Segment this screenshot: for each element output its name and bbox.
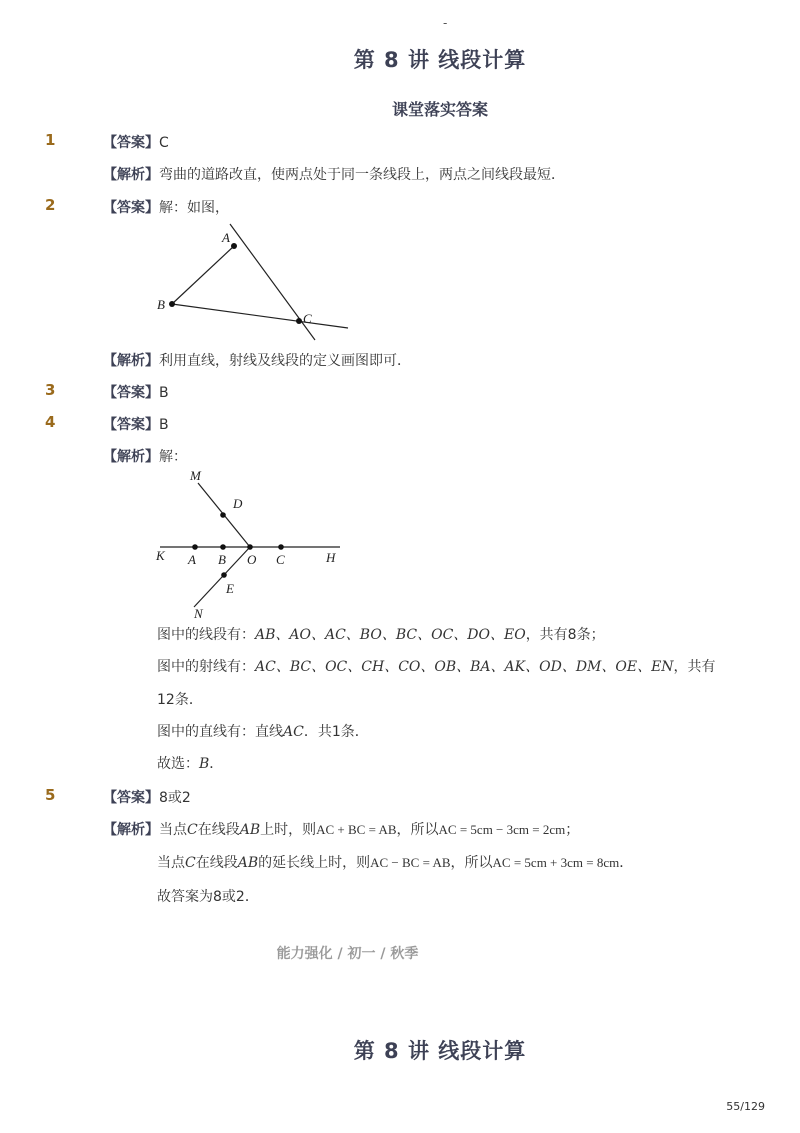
analysis-text: 弯曲的道路改直，使两点处于同一条线段上，两点之间线段最短． xyxy=(159,167,565,183)
lines-suffix: ．共1条． xyxy=(303,724,369,740)
label-a: A xyxy=(188,552,196,567)
point-b xyxy=(169,301,175,307)
analysis-line xyxy=(103,164,565,184)
answer-text: B xyxy=(159,417,169,433)
label-n: N xyxy=(194,606,203,620)
rays-list: AC、BC、OC、CH、CO、OB、BA、AK、OD、DM、OE、EN xyxy=(255,659,674,675)
answer-tag: 【答案】 xyxy=(103,417,159,433)
answer-tag: 【答案】 xyxy=(103,200,159,216)
page-title: 第 8 讲 线段计算 xyxy=(353,48,527,72)
label-a: A xyxy=(222,230,230,245)
label-h: H xyxy=(326,550,336,565)
choice-prefix: 故选： xyxy=(157,756,199,772)
analysis-line-2 xyxy=(157,852,633,872)
text: ； xyxy=(565,822,580,838)
analysis-text: 解： xyxy=(159,449,187,465)
question-number: 2 xyxy=(45,196,56,214)
segments-suffix: ，共有8条； xyxy=(525,627,605,643)
text: 的延长线上时，则 xyxy=(258,855,371,871)
choice-line xyxy=(157,753,223,773)
rays-figure xyxy=(150,465,360,620)
answer-line xyxy=(103,787,191,807)
text: ，所以 xyxy=(450,855,493,871)
line-bc xyxy=(172,304,348,328)
question-number: 1 xyxy=(45,131,56,149)
text: 当点 xyxy=(157,855,185,871)
equation: AC − BC = AB xyxy=(370,855,451,870)
answer-tag: 【答案】 xyxy=(103,790,159,806)
rays-count: 12条． xyxy=(157,692,203,708)
analysis-tag: 【解析】 xyxy=(103,167,159,183)
analysis-line xyxy=(103,446,187,466)
point-a xyxy=(231,243,237,249)
answer-line xyxy=(103,382,169,402)
question-number: 5 xyxy=(45,786,56,804)
label-k: K xyxy=(156,548,165,563)
equation: AC + BC = AB xyxy=(316,822,397,837)
answer-text: 8或2 xyxy=(159,790,191,806)
math-ab: AB xyxy=(237,855,259,871)
segments-line xyxy=(157,624,605,644)
answer-text: 解：如图， xyxy=(159,200,229,216)
text: ，所以 xyxy=(396,822,439,838)
rays-prefix: 图中的射线有： xyxy=(157,659,255,675)
equation: AC = 5cm − 3cm = 2cm xyxy=(438,822,566,837)
equation: AC = 5cm + 3cm = 8cm xyxy=(492,855,620,870)
segment-ab xyxy=(172,246,234,304)
answer-line xyxy=(103,414,169,434)
math-ab: AB xyxy=(239,822,261,838)
text: ． xyxy=(619,855,634,871)
answer-tag: 【答案】 xyxy=(103,135,159,151)
lines-line xyxy=(157,721,369,741)
text: 上时，则 xyxy=(260,822,317,838)
label-c: C xyxy=(276,552,285,567)
label-b: B xyxy=(218,552,226,567)
label-m: M xyxy=(190,468,201,483)
text: 在线段 xyxy=(195,855,238,871)
question-number: 3 xyxy=(45,381,56,399)
point-d xyxy=(220,512,226,518)
choice-suffix: ． xyxy=(209,756,224,772)
lines-list: AC xyxy=(283,724,304,740)
label-o: O xyxy=(247,552,257,567)
answer-line xyxy=(103,132,169,152)
math-c: C xyxy=(185,855,196,871)
point-e xyxy=(221,572,227,578)
choice-value: B xyxy=(199,756,210,772)
triangle-figure xyxy=(150,220,360,345)
header-dash: - xyxy=(443,16,448,30)
point-c xyxy=(296,318,302,324)
label-c: C xyxy=(303,311,312,326)
math-c: C xyxy=(187,822,198,838)
analysis-tag: 【解析】 xyxy=(103,353,159,369)
answer-line xyxy=(103,197,229,217)
answer-text: C xyxy=(159,135,169,151)
label-b: B xyxy=(157,297,165,312)
analysis-text: 利用直线，射线及线段的定义画图即可． xyxy=(159,353,411,369)
segments-prefix: 图中的线段有： xyxy=(157,627,255,643)
lines-prefix: 图中的直线有：直线 xyxy=(157,724,283,740)
point-c xyxy=(278,544,284,550)
point-a xyxy=(192,544,198,550)
answer-text: B xyxy=(159,385,169,401)
footer-text: 能力强化 / 初一 / 秋季 xyxy=(276,946,419,962)
segments-list: AB、AO、AC、BO、BC、OC、DO、EO xyxy=(255,627,526,643)
text: 在线段 xyxy=(197,822,240,838)
label-d: D xyxy=(233,496,243,511)
next-page-title: 第 8 讲 线段计算 xyxy=(353,1039,527,1063)
answer-tag: 【答案】 xyxy=(103,385,159,401)
analysis-line xyxy=(103,350,411,370)
label-e: E xyxy=(226,581,234,596)
point-b xyxy=(220,544,226,550)
analysis-line xyxy=(103,819,579,839)
question-number: 4 xyxy=(45,413,56,431)
point-o xyxy=(247,544,253,550)
section-subtitle: 课堂落实答案 xyxy=(391,100,488,119)
page-number: 55/129 xyxy=(726,1100,765,1113)
analysis-tag: 【解析】 xyxy=(103,822,159,838)
text: 当点 xyxy=(159,822,187,838)
conclusion-line: 故答案为8或2． xyxy=(157,889,259,905)
rays-line xyxy=(157,656,716,676)
analysis-tag: 【解析】 xyxy=(103,449,159,465)
rays-suffix: ，共有 xyxy=(673,659,716,675)
